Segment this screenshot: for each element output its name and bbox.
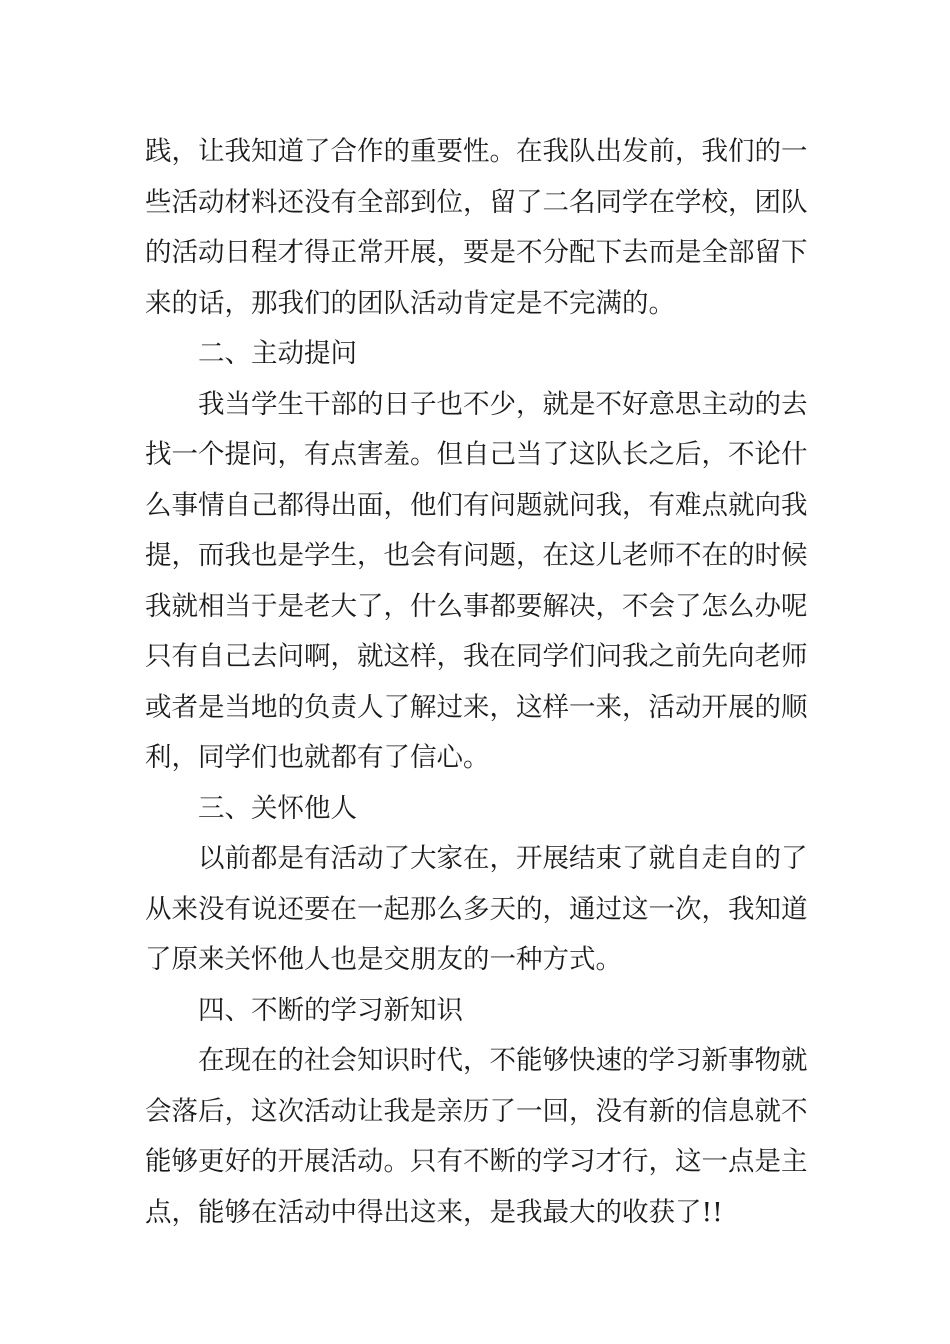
text-line: 么事情自己都得出面，他们有问题就问我，有难点就向我 [145, 489, 807, 521]
text-line: 践，让我知道了合作的重要性。在我队出发前，我们的一 [145, 136, 807, 167]
section-heading-care-for-others: 三、关怀他人 [198, 792, 357, 824]
text-line: 了原来关怀他人也是交朋友的一种方式。 [145, 944, 622, 975]
text-line: 以前都是有活动了大家在，开展结束了就自走自的了 [198, 843, 807, 874]
text-line: 利，同学们也就都有了信心。 [145, 742, 490, 773]
text-line: 在现在的社会知识时代，不能够快速的学习新事物就 [198, 1045, 807, 1076]
text-line: 找一个提问，有点害羞。但自己当了这队长之后，不论什 [145, 439, 807, 470]
text-line: 我就相当于是老大了，什么事都要解决，不会了怎么办呢 [145, 590, 807, 622]
text-line: 我当学生干部的日子也不少，就是不好意思主动的去 [198, 388, 807, 420]
text-line: 只有自己去问啊，就这样，我在同学们问我之前先向老师 [145, 641, 807, 672]
paragraph-keep-learning [145, 1036, 807, 1238]
text-line: 或者是当地的负责人了解过来，这样一来，活动开展的顺 [145, 691, 807, 723]
paragraph-care-for-others [145, 834, 807, 986]
text-line: 从来没有说还要在一起那么多天的，通过这一次，我知道 [145, 893, 807, 925]
text-line: 点，能够在活动中得出这来，是我最大的收获了!! [145, 1196, 723, 1228]
text-line: 提，而我也是学生，也会有问题，在这儿老师不在的时候 [145, 540, 807, 571]
text-line: 来的话，那我们的团队活动肯定是不完满的。 [145, 287, 675, 319]
text-line: 能够更好的开展活动。只有不断的学习才行，这一点是主 [145, 1146, 807, 1177]
document-page [145, 127, 807, 1238]
text-line: 会落后，这次活动让我是亲历了一回，没有新的信息就不 [145, 1095, 807, 1127]
section-heading-keep-learning: 四、不断的学习新知识 [198, 994, 463, 1026]
section-heading-ask-questions: 二、主动提问 [198, 338, 357, 369]
paragraph-ask-questions [145, 380, 807, 784]
paragraph-cooperation-end [145, 127, 807, 329]
text-line: 的活动日程才得正常开展，要是不分配下去而是全部留下 [145, 237, 807, 268]
text-line: 些活动材料还没有全部到位，留了二名同学在学校，团队 [145, 186, 807, 218]
